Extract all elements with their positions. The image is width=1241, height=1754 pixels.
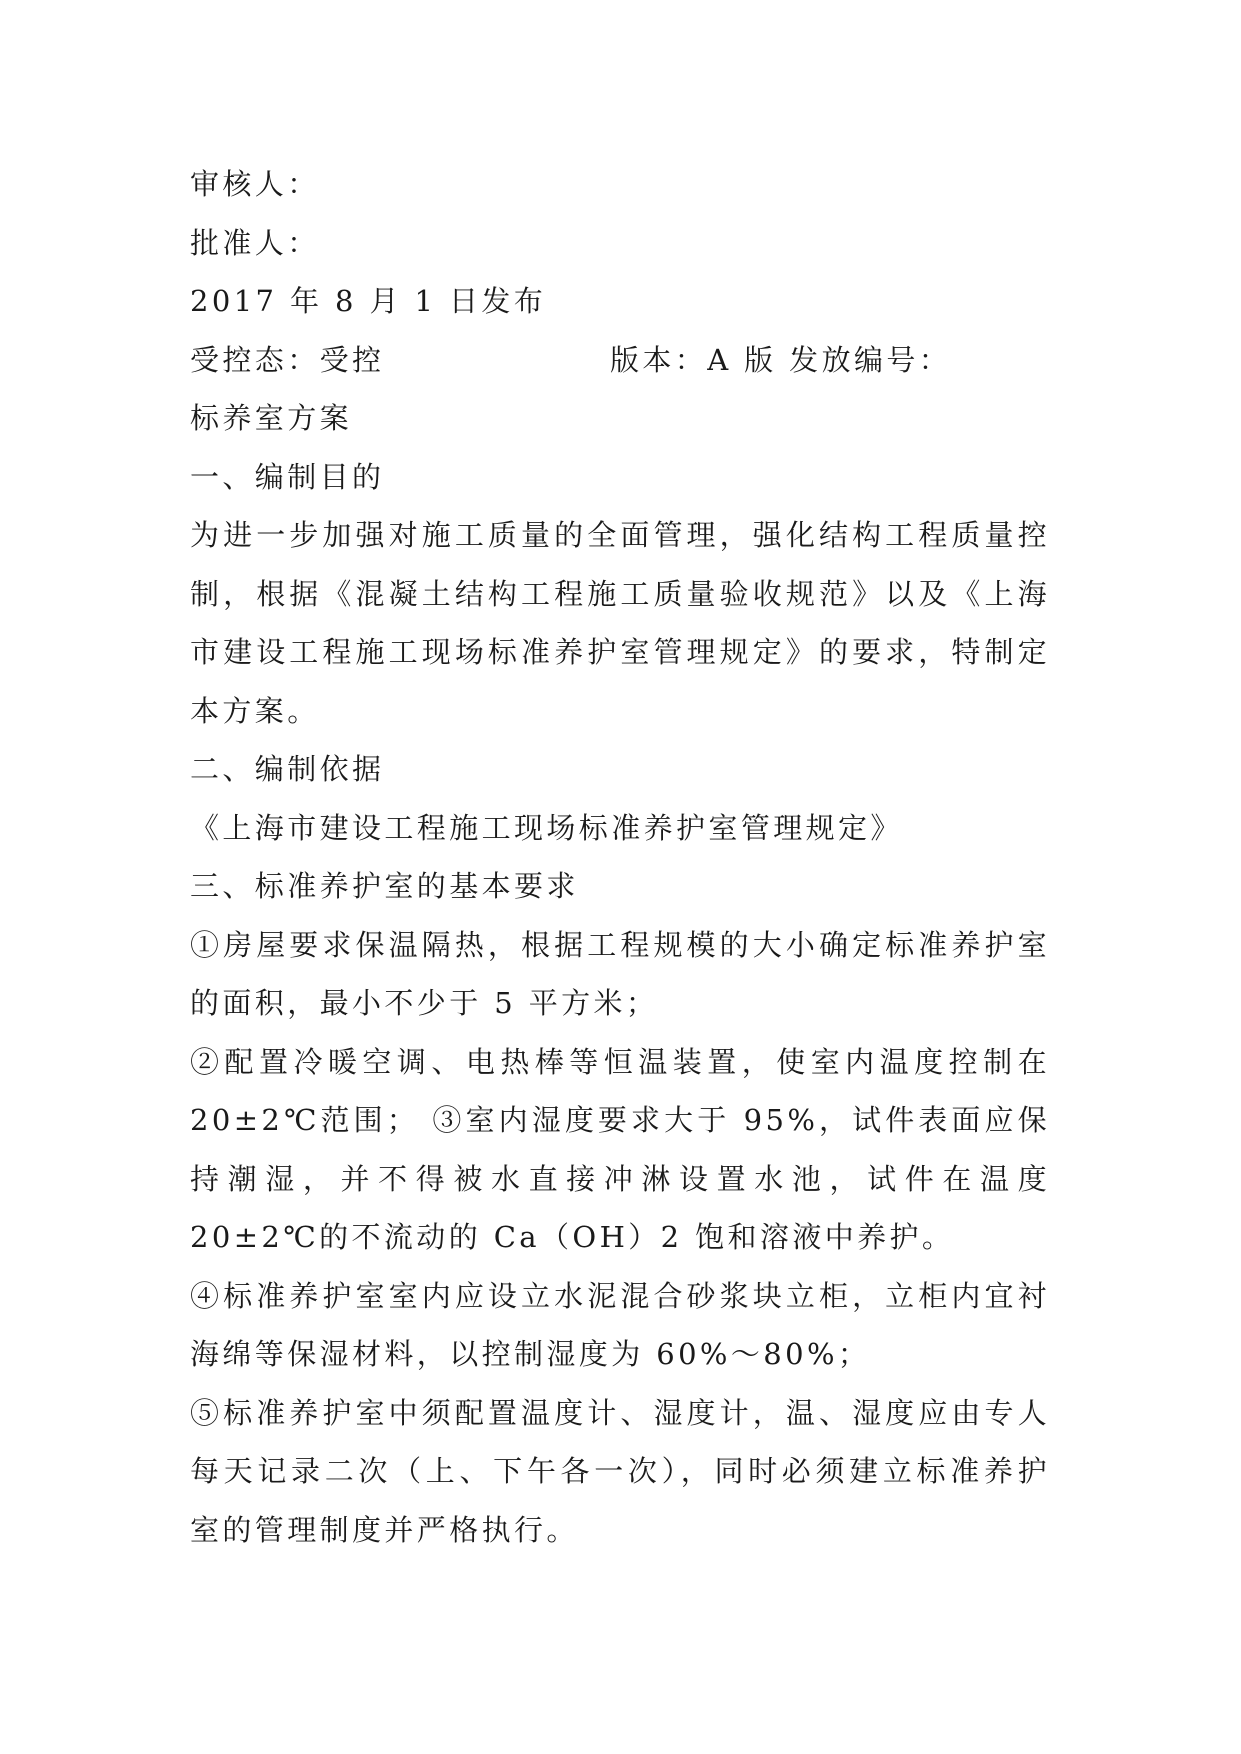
section-2-body: 《上海市建设工程施工现场标准养护室管理规定》 bbox=[190, 810, 903, 845]
control-status: 受控态：受控 bbox=[190, 342, 385, 377]
requirement-item-5: ⑤标准养护室中须配置温度计、湿度计，温、湿度应由专人每天记录二次（上、下午各一次），同时必须建立标准养护室的管理制度并严格执行。 bbox=[190, 1395, 1050, 1547]
approver-line: 批准人： bbox=[190, 225, 320, 260]
section-1-body: 为进一步加强对施工质量的全面管理，强化结构工程质量控制，根据《混凝土结构工程施工质量验收规范》以及《上海市建设工程施工现场标准养护室管理规定》的要求，特制定本方案。 bbox=[190, 518, 1050, 728]
document-title: 标养室方案 bbox=[190, 401, 353, 435]
reviewer-line: 审核人： bbox=[190, 167, 320, 201]
section-1-heading: 一、编制目的 bbox=[190, 459, 385, 494]
release-date: 2017 年 8 月 1 日发布 bbox=[190, 284, 547, 318]
section-2-heading: 二、编制依据 bbox=[190, 752, 385, 786]
control-status-row bbox=[190, 331, 1050, 390]
requirement-item-1: ①房屋要求保温隔热，根据工程规模的大小确定标准养护室的面积，最小不少于 5 平方米； bbox=[190, 927, 1050, 1020]
requirement-item-2-3: ②配置冷暖空调、电热棒等恒温装置，使室内温度控制在 20±2℃范围； ③室内湿度要求大于 95%，试件表面应保持潮湿，并不得被水直接冲淋设置水池，试件在温度 20±2℃的不流动的 Ca（OH）2 饱和溶液中养护。 bbox=[190, 1044, 1050, 1254]
document-page bbox=[190, 155, 1050, 1559]
section-3-heading: 三、标准养护室的基本要求 bbox=[190, 869, 579, 903]
version-and-number: 版本：A 版 发放编号： bbox=[610, 342, 952, 377]
requirement-item-4: ④标准养护室室内应设立水泥混合砂浆块立柜，立柜内宜衬海绵等保湿材料，以控制湿度为 60%～80%； bbox=[190, 1278, 1050, 1371]
